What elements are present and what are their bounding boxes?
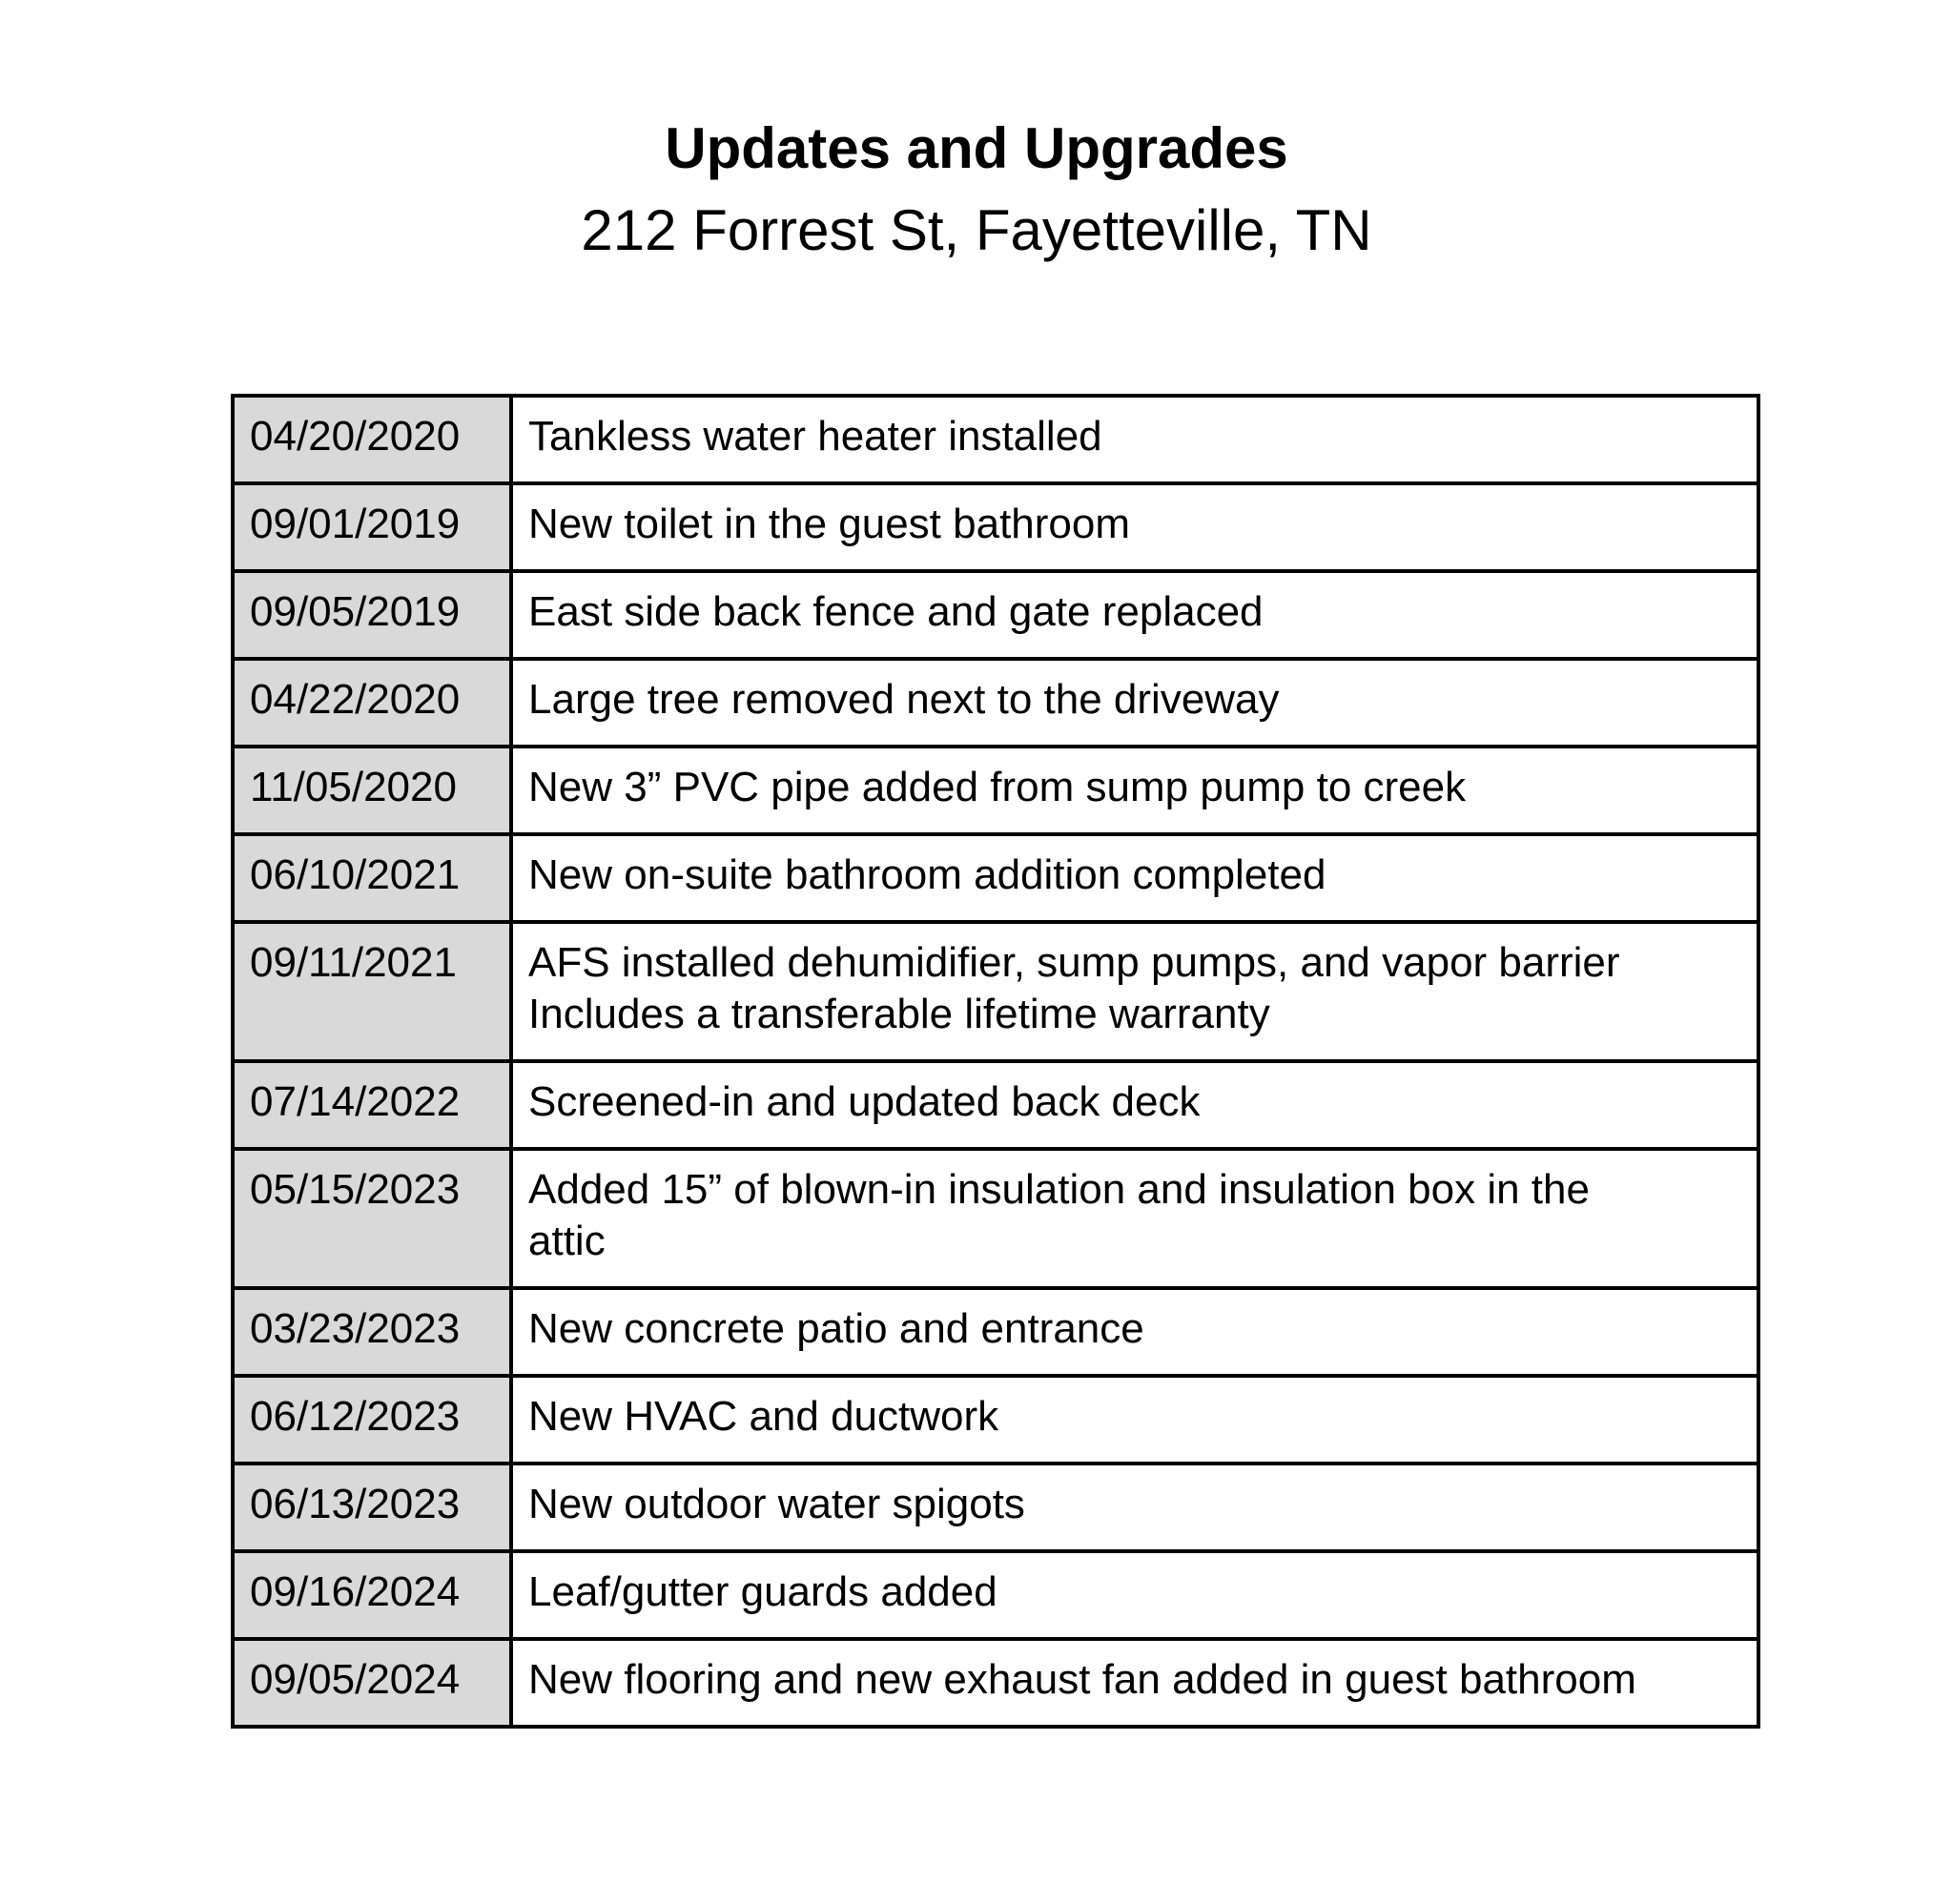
description-cell [511,834,1758,922]
page-header [0,113,1953,267]
description-text: Added 15” of blown-in insulation and insulation box in the [528,1166,1590,1213]
date-cell: 09/16/2024 [233,1551,511,1639]
table-row [233,396,1758,483]
description-text: Tankless water heater installed [528,413,1102,460]
page-title: Updates and Upgrades [665,116,1288,180]
date-cell: 06/12/2023 [233,1376,511,1464]
table-row [233,483,1758,571]
table-row [233,1639,1758,1727]
description-cell [511,1061,1758,1149]
description-text: Includes a transferable lifetime warranty [528,991,1270,1037]
table-row [233,659,1758,747]
description-cell [511,1551,1758,1639]
table-row [233,1061,1758,1149]
description-text: New toilet in the guest bathroom [528,501,1131,547]
description-cell [511,571,1758,659]
description-text: attic [528,1218,606,1264]
description-cell [511,1639,1758,1727]
table-row [233,747,1758,834]
description-text: Screened-in and updated back deck [528,1078,1201,1125]
date-cell: 09/01/2019 [233,483,511,571]
date-cell: 06/13/2023 [233,1464,511,1551]
description-cell [511,1149,1758,1288]
table-row [233,571,1758,659]
description-text: New 3” PVC pipe added from sump pump to creek [528,764,1467,810]
description-text: New outdoor water spigots [528,1481,1025,1527]
property-address: 212 Forrest St, Fayetteville, TN [581,198,1372,262]
description-cell [511,922,1758,1061]
description-cell [511,1464,1758,1551]
description-text: New flooring and new exhaust fan added in guest bathroom [528,1656,1636,1703]
description-text: New on-suite bathroom addition completed [528,851,1326,898]
description-text: AFS installed dehumidifier, sump pumps, and vapor barrier [528,939,1620,986]
description-cell [511,1288,1758,1376]
date-cell: 06/10/2021 [233,834,511,922]
date-cell: 11/05/2020 [233,747,511,834]
date-cell: 04/22/2020 [233,659,511,747]
table-row [233,1288,1758,1376]
date-cell: 04/20/2020 [233,396,511,483]
description-text: Leaf/gutter guards added [528,1568,997,1615]
description-text: Large tree removed next to the driveway [528,676,1280,723]
description-cell [511,747,1758,834]
updates-table-body [233,396,1758,1727]
description-text: New HVAC and ductwork [528,1393,999,1440]
description-cell [511,396,1758,483]
date-cell: 09/05/2024 [233,1639,511,1727]
table-row [233,834,1758,922]
updates-table [231,394,1760,1729]
date-cell: 09/11/2021 [233,922,511,1061]
description-cell [511,659,1758,747]
date-cell: 05/15/2023 [233,1149,511,1288]
date-cell: 03/23/2023 [233,1288,511,1376]
description-text: New concrete patio and entrance [528,1305,1144,1352]
table-row [233,922,1758,1061]
table-row [233,1551,1758,1639]
table-row [233,1149,1758,1288]
date-cell: 09/05/2019 [233,571,511,659]
date-cell: 07/14/2022 [233,1061,511,1149]
description-text: East side back fence and gate replaced [528,588,1264,635]
description-cell [511,1376,1758,1464]
table-row [233,1376,1758,1464]
table-row [233,1464,1758,1551]
description-cell [511,483,1758,571]
